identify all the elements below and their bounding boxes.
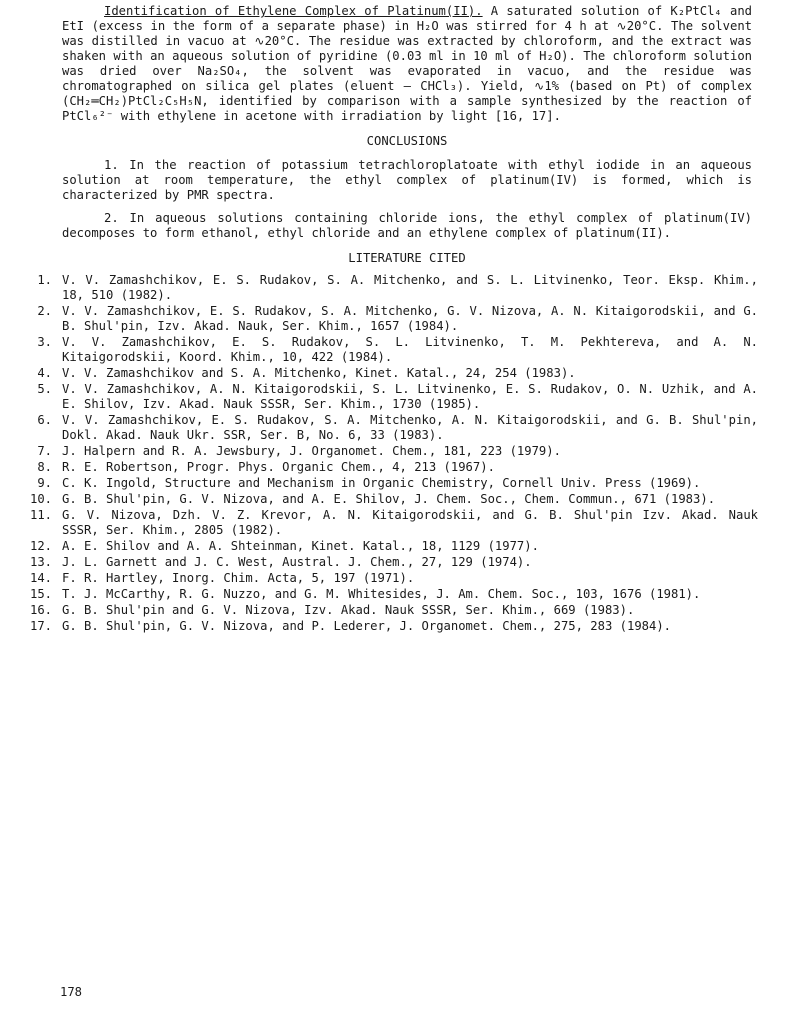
reference-number: 13. [29,555,52,569]
reference-text: R. E. Robertson, Progr. Phys. Organic Chem., 4, 213 (1967). [62,460,495,474]
reference-text: G. B. Shul'pin, G. V. Nizova, and P. Lederer, J. Organomet. Chem., 275, 283 (1984). [62,619,672,633]
reference-item [26,476,758,491]
reference-item [26,366,758,381]
conclusion-item: 1. In the reaction of potassium tetrachloroplatoate with ethyl iodide in an aqueous solution at room temperature, the ethyl complex of platinum(IV) is formed, which is characterized by PMR spectra. [62,158,752,202]
reference-number: 2. [37,304,52,318]
reference-item [26,413,758,443]
reference-text: G. B. Shul'pin and G. V. Nizova, Izv. Akad. Nauk SSSR, Ser. Khim., 669 (1983). [62,603,635,617]
page-body [29,4,758,635]
reference-text: V. V. Zamashchikov, A. N. Kitaigorodskii, S. L. Litvinenko, E. S. Rudakov, O. N. Uzhik, and A. E. Shilov, Izv. Akad. Nauk SSSR, Ser. Khim., 1730 (1985). [62,382,758,411]
reference-number: 11. [29,508,52,522]
reference-item [26,508,758,538]
reference-item [26,587,758,602]
literature-heading: LITERATURE CITED [348,251,466,265]
reference-text: G. B. Shul'pin, G. V. Nizova, and A. E. Shilov, J. Chem. Soc., Chem. Commun., 671 (1983). [62,492,716,506]
reference-number: 7. [37,444,52,458]
reference-number: 9. [37,476,52,490]
reference-number: 8. [37,460,52,474]
reference-item [26,619,758,634]
reference-text: G. V. Nizova, Dzh. V. Z. Krevor, A. N. Kitaigorodskii, and G. B. Shul'pin Izv. Akad. Nauk SSSR, Ser. Khim., 2805 (1982). [62,508,758,537]
reference-number: 3. [37,335,52,349]
section-title: Identification of Ethylene Complex of Platinum(II). [104,4,483,18]
reference-text: V. V. Zamashchikov, E. S. Rudakov, S. A. Mitchenko, A. N. Kitaigorodskii, and G. B. Shul'pin, Dokl. Akad. Nauk Ukr. SSR, Ser. B, No. 6, 33 (1983). [62,413,758,442]
reference-item [26,571,758,586]
conclusion-item: 2. In aqueous solutions containing chloride ions, the ethyl complex of platinum(IV) decomposes to form ethanol, ethyl chloride and an ethylene complex of platinum(II). [62,211,752,240]
reference-item [26,335,758,365]
reference-number: 14. [29,571,52,585]
reference-number: 17. [29,619,52,633]
reference-number: 6. [37,413,52,427]
reference-item [26,444,758,459]
reference-item [26,460,758,475]
reference-text: F. R. Hartley, Inorg. Chim. Acta, 5, 197 (1971). [62,571,415,585]
reference-number: 10. [29,492,52,506]
reference-number: 12. [29,539,52,553]
experimental-paragraph [62,4,752,124]
reference-text: V. V. Zamashchikov and S. A. Mitchenko, Kinet. Katal., 24, 254 (1983). [62,366,576,380]
reference-number: 1. [37,273,52,287]
reference-item [26,555,758,570]
reference-item [26,304,758,334]
reference-item [26,492,758,507]
reference-text: V. V. Zamashchikov, E. S. Rudakov, S. A. Mitchenko, G. V. Nizova, A. N. Kitaigorodskii, and G. B. Shul'pin, Izv. Akad. Nauk, Ser. Khim., 1657 (1984). [62,304,758,333]
reference-number: 5. [37,382,52,396]
reference-list [26,273,758,634]
reference-text: C. K. Ingold, Structure and Mechanism in Organic Chemistry, Cornell Univ. Press (1969). [62,476,701,490]
reference-item [26,603,758,618]
reference-text: J. Halpern and R. A. Jewsbury, J. Organomet. Chem., 181, 223 (1979). [62,444,561,458]
reference-number: 4. [37,366,52,380]
reference-text: J. L. Garnett and J. C. West, Austral. J. Chem., 27, 129 (1974). [62,555,532,569]
reference-text: T. J. McCarthy, R. G. Nuzzo, and G. M. Whitesides, J. Am. Chem. Soc., 103, 1676 (1981). [62,587,701,601]
conclusions-heading: CONCLUSIONS [366,134,448,148]
reference-item [26,539,758,554]
reference-text: V. V. Zamashchikov, E. S. Rudakov, S. A. Mitchenko, and S. L. Litvinenko, Teor. Eksp. Khim., 18, 510 (1982). [62,273,758,302]
reference-number: 15. [29,587,52,601]
reference-item [26,382,758,412]
page-number: 178 [60,985,83,999]
experimental-text: A saturated solution of K₂PtCl₄ and EtI (excess in the form of a separate phase) in H₂O was stirred for 4 h at ∿20°C. The solvent was distilled in vacuo at ∿20°C. The residue was extracted by chloroform, and the extract was shaken with an aqueous solution of pyridine (0.03 ml in 10 ml of H₂O). The chloroform solution was dried over Na₂SO₄, the solvent was evaporated in vacuo, and the residue was chromatographed on silica gel plates (eluent — CHCl₃). Yield, ∿1% (based on Pt) of complex (CH₂═CH₂)PtCl₂C₅H₅N, identified by comparison with a sample synthesized by the reaction of PtCl₆²⁻ with ethylene in acetone with irradiation by light [16, 17]. [62,4,752,123]
reference-text: V. V. Zamashchikov, E. S. Rudakov, S. L. Litvinenko, T. M. Pekhtereva, and A. N. Kitaigorodskii, Koord. Khim., 10, 422 (1984). [62,335,758,364]
reference-item [26,273,758,303]
reference-number: 16. [29,603,52,617]
reference-text: A. E. Shilov and A. A. Shteinman, Kinet. Katal., 18, 1129 (1977). [62,539,539,553]
